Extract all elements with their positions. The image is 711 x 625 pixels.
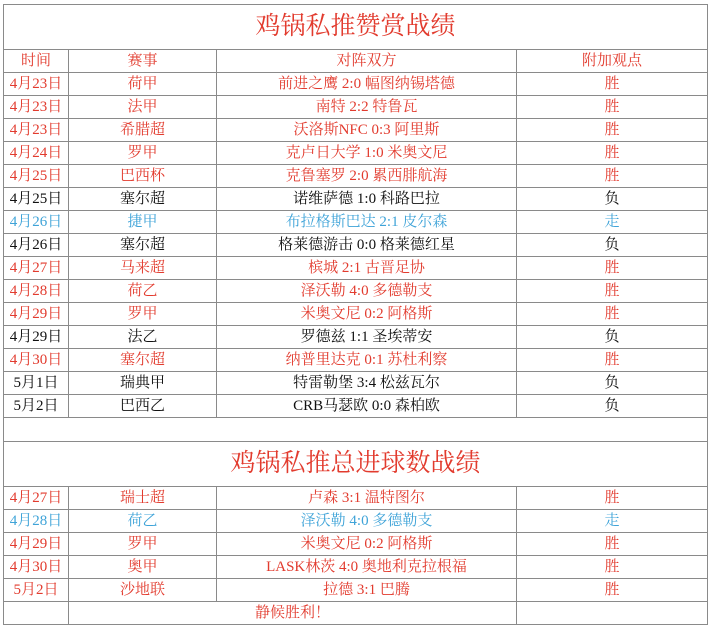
date-cell: 4月30日 xyxy=(4,349,69,372)
section1-title: 鸡锅私推赞赏战绩 xyxy=(4,5,708,50)
result-cell: 胜 xyxy=(517,142,708,165)
match-cell: CRB马瑟欧 0:0 森柏欧 xyxy=(217,395,517,418)
date-cell: 4月27日 xyxy=(4,487,69,510)
table-row xyxy=(4,234,708,257)
match-cell: 拉德 3:1 巴腾 xyxy=(217,579,517,602)
match-cell: 诺维萨德 1:0 科路巴拉 xyxy=(217,188,517,211)
match-cell: 沃洛斯NFC 0:3 阿里斯 xyxy=(217,119,517,142)
date-cell: 5月2日 xyxy=(4,395,69,418)
date-cell: 5月1日 xyxy=(4,372,69,395)
result-cell: 胜 xyxy=(517,73,708,96)
result-cell: 胜 xyxy=(517,96,708,119)
league-cell: 沙地联 xyxy=(69,579,217,602)
table-row xyxy=(4,487,708,510)
date-cell: 4月28日 xyxy=(4,280,69,303)
match-cell: 槟城 2:1 古晋足协 xyxy=(217,257,517,280)
league-cell: 塞尔超 xyxy=(69,234,217,257)
match-cell: 米奥文尼 0:2 阿格斯 xyxy=(217,533,517,556)
league-cell: 塞尔超 xyxy=(69,349,217,372)
result-cell: 胜 xyxy=(517,556,708,579)
date-cell: 4月27日 xyxy=(4,257,69,280)
table-row xyxy=(4,349,708,372)
result-cell: 负 xyxy=(517,234,708,257)
match-cell: LASK林茨 4:0 奥地利克拉根福 xyxy=(217,556,517,579)
table-row xyxy=(4,73,708,96)
table-row xyxy=(4,303,708,326)
match-cell: 南特 2:2 特鲁瓦 xyxy=(217,96,517,119)
section2-title: 鸡锅私推总进球数战绩 xyxy=(4,442,708,487)
result-cell: 胜 xyxy=(517,533,708,556)
match-cell: 泽沃勒 4:0 多德勒支 xyxy=(217,280,517,303)
header-note: 附加观点 xyxy=(517,50,708,73)
league-cell: 瑞典甲 xyxy=(69,372,217,395)
match-cell: 纳普里达克 0:1 苏杜利察 xyxy=(217,349,517,372)
result-cell: 负 xyxy=(517,188,708,211)
table-row xyxy=(4,257,708,280)
table-row xyxy=(4,188,708,211)
date-cell: 4月26日 xyxy=(4,211,69,234)
date-cell: 4月28日 xyxy=(4,510,69,533)
league-cell: 罗甲 xyxy=(69,142,217,165)
table-row xyxy=(4,372,708,395)
league-cell: 瑞士超 xyxy=(69,487,217,510)
match-cell: 罗德兹 1:1 圣埃蒂安 xyxy=(217,326,517,349)
closing-row xyxy=(4,602,708,625)
table-row xyxy=(4,326,708,349)
date-cell: 4月30日 xyxy=(4,556,69,579)
league-cell: 荷乙 xyxy=(69,510,217,533)
league-cell: 奥甲 xyxy=(69,556,217,579)
blank-row xyxy=(4,418,708,442)
match-cell: 前进之鹰 2:0 幅图纳锡塔德 xyxy=(217,73,517,96)
result-cell: 胜 xyxy=(517,165,708,188)
result-cell: 胜 xyxy=(517,487,708,510)
league-cell: 罗甲 xyxy=(69,533,217,556)
league-cell: 法乙 xyxy=(69,326,217,349)
match-cell: 卢森 3:1 温特图尔 xyxy=(217,487,517,510)
league-cell: 马来超 xyxy=(69,257,217,280)
date-cell: 4月29日 xyxy=(4,533,69,556)
results-sheet xyxy=(3,4,707,625)
date-cell: 5月2日 xyxy=(4,579,69,602)
table-row xyxy=(4,165,708,188)
result-cell: 胜 xyxy=(517,579,708,602)
blank-cell xyxy=(4,418,708,442)
closing-note: 静候胜利！ xyxy=(69,602,517,625)
date-cell: 4月24日 xyxy=(4,142,69,165)
league-cell: 希腊超 xyxy=(69,119,217,142)
match-cell: 泽沃勒 4:0 多德勒支 xyxy=(217,510,517,533)
table-row xyxy=(4,556,708,579)
date-cell: 4月29日 xyxy=(4,303,69,326)
match-cell: 特雷勒堡 3:4 松兹瓦尔 xyxy=(217,372,517,395)
result-cell: 胜 xyxy=(517,280,708,303)
header-match: 对阵双方 xyxy=(217,50,517,73)
empty-cell xyxy=(517,602,708,625)
date-cell: 4月23日 xyxy=(4,73,69,96)
match-cell: 米奥文尼 0:2 阿格斯 xyxy=(217,303,517,326)
league-cell: 荷乙 xyxy=(69,280,217,303)
match-cell: 克鲁塞罗 2:0 累西腓航海 xyxy=(217,165,517,188)
match-cell: 布拉格斯巴达 2:1 皮尔森 xyxy=(217,211,517,234)
result-cell: 走 xyxy=(517,510,708,533)
match-cell: 格莱德游击 0:0 格莱德红星 xyxy=(217,234,517,257)
table-row xyxy=(4,211,708,234)
date-cell: 4月23日 xyxy=(4,119,69,142)
date-cell: 4月29日 xyxy=(4,326,69,349)
date-cell: 4月25日 xyxy=(4,165,69,188)
league-cell: 罗甲 xyxy=(69,303,217,326)
empty-cell xyxy=(4,602,69,625)
table-row xyxy=(4,579,708,602)
table-row xyxy=(4,280,708,303)
result-cell: 胜 xyxy=(517,303,708,326)
league-cell: 捷甲 xyxy=(69,211,217,234)
table-row xyxy=(4,510,708,533)
table-row xyxy=(4,395,708,418)
table-row xyxy=(4,142,708,165)
table-row xyxy=(4,119,708,142)
league-cell: 法甲 xyxy=(69,96,217,119)
date-cell: 4月23日 xyxy=(4,96,69,119)
date-cell: 4月25日 xyxy=(4,188,69,211)
date-cell: 4月26日 xyxy=(4,234,69,257)
league-cell: 塞尔超 xyxy=(69,188,217,211)
result-cell: 走 xyxy=(517,211,708,234)
league-cell: 荷甲 xyxy=(69,73,217,96)
league-cell: 巴西杯 xyxy=(69,165,217,188)
result-cell: 负 xyxy=(517,395,708,418)
results-table xyxy=(3,4,708,625)
result-cell: 胜 xyxy=(517,257,708,280)
header-league: 赛事 xyxy=(69,50,217,73)
header-date: 时间 xyxy=(4,50,69,73)
result-cell: 负 xyxy=(517,372,708,395)
result-cell: 负 xyxy=(517,326,708,349)
table-row xyxy=(4,96,708,119)
result-cell: 胜 xyxy=(517,349,708,372)
table-row xyxy=(4,533,708,556)
header-row xyxy=(4,50,708,73)
result-cell: 胜 xyxy=(517,119,708,142)
league-cell: 巴西乙 xyxy=(69,395,217,418)
match-cell: 克卢日大学 1:0 米奥文尼 xyxy=(217,142,517,165)
